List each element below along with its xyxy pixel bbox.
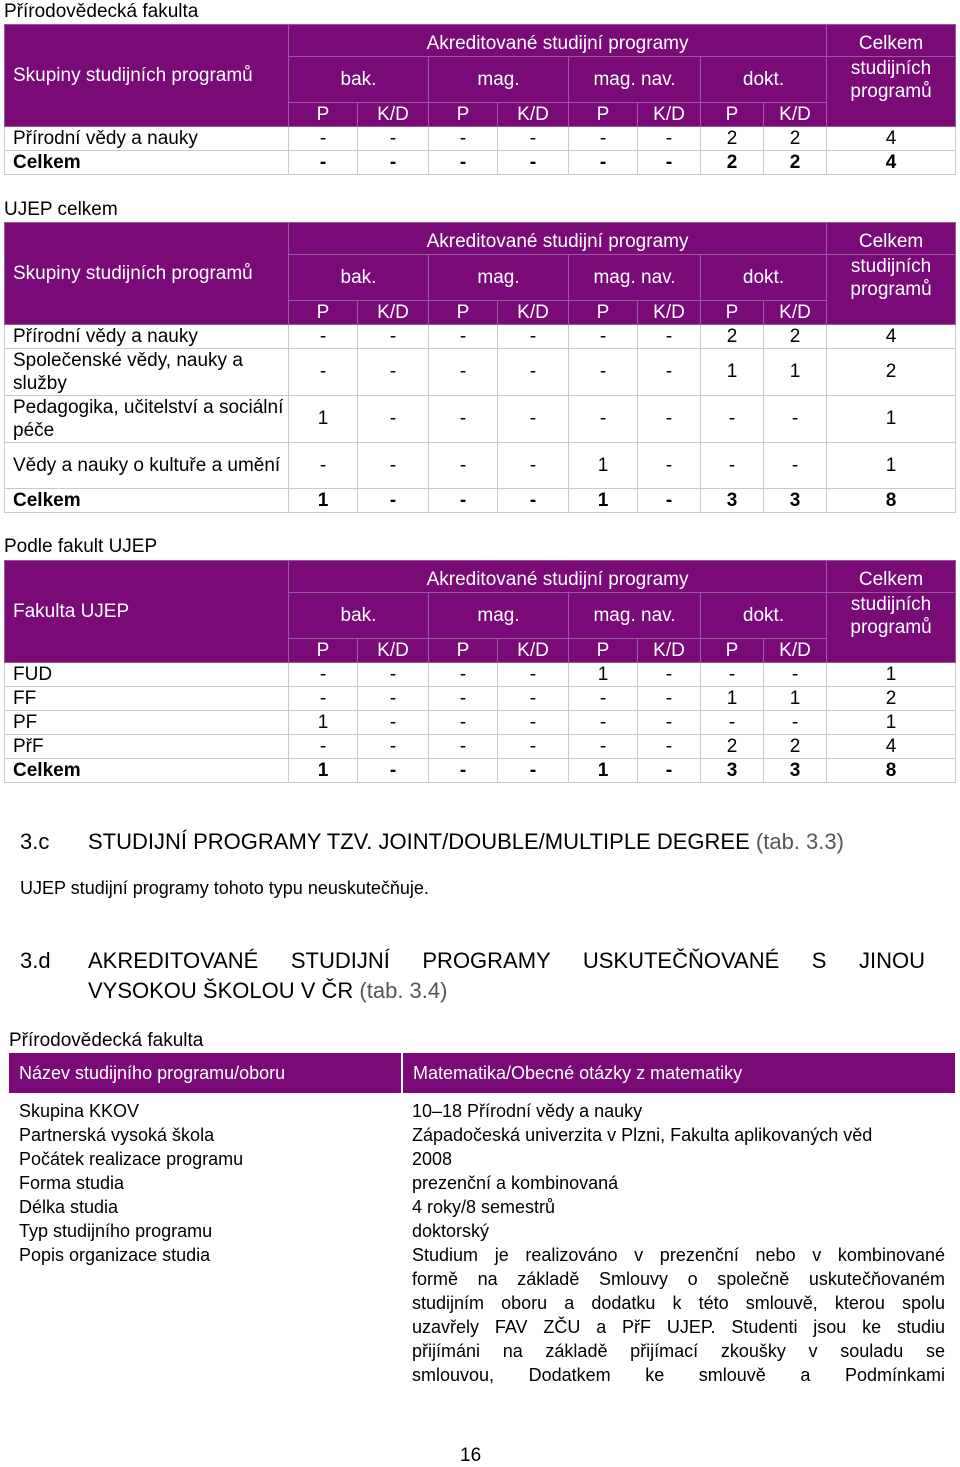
- info-row: [9, 1099, 955, 1123]
- cell-bak-kd: -: [358, 127, 429, 151]
- info-row: [9, 1219, 955, 1243]
- info-label: Typ studijního programu: [19, 1221, 213, 1241]
- info-description: [402, 1243, 955, 1387]
- info-value: 10–18 Přírodní vědy a nauky: [412, 1101, 643, 1121]
- row-label: FF: [5, 687, 289, 711]
- heading-number: 3.c: [20, 829, 50, 854]
- cell-magnav-p: -: [569, 325, 638, 349]
- cell-total: 4: [827, 325, 956, 349]
- form-kd-header: K/D: [764, 301, 827, 325]
- cell-magnav-kd: -: [638, 759, 701, 783]
- cell-bak-p: -: [289, 687, 358, 711]
- header-row-1: [5, 561, 956, 593]
- info-value: prezenční a kombinovaná: [412, 1173, 619, 1193]
- cell-mag-p: -: [429, 151, 498, 175]
- cell-magnav-kd: -: [638, 325, 701, 349]
- degree-mag-nav-header: mag. nav.: [569, 593, 701, 639]
- accredited-header: Akreditované studijní programy: [289, 25, 827, 57]
- cell-bak-kd: -: [358, 151, 429, 175]
- form-p-header: P: [701, 639, 764, 663]
- cell-bak-kd: -: [358, 735, 429, 759]
- total-header: Celkem: [827, 223, 956, 255]
- cell-mag-kd: -: [498, 735, 569, 759]
- cell-magnav-p: 1: [569, 759, 638, 783]
- heading-3d: [20, 948, 925, 1004]
- cell-bak-kd: -: [358, 349, 429, 396]
- cell-bak-kd: -: [358, 443, 429, 489]
- program-info-table: [9, 1053, 955, 1387]
- info-label: Popis organizace studia: [19, 1245, 211, 1265]
- info-row-description: [9, 1243, 955, 1387]
- table-reference: (tab. 3.4): [359, 978, 448, 1003]
- cell-mag-kd: -: [498, 127, 569, 151]
- degree-mag-header: mag.: [429, 57, 569, 103]
- cell-total: 2: [827, 349, 956, 396]
- cell-total: 4: [827, 151, 956, 175]
- cell-bak-kd: -: [358, 325, 429, 349]
- cell-dokt-kd: 3: [764, 759, 827, 783]
- table-reference: (tab. 3.3): [755, 829, 844, 854]
- cell-dokt-p: -: [701, 711, 764, 735]
- row-label: Celkem: [5, 151, 289, 175]
- cell-bak-p: -: [289, 663, 358, 687]
- cell-magnav-kd: -: [638, 349, 701, 396]
- first-column-header: Fakulta UJEP: [5, 561, 289, 663]
- cell-total: 1: [827, 443, 956, 489]
- form-p-header: P: [429, 639, 498, 663]
- form-p-header: P: [289, 301, 358, 325]
- section-title-prf-2: Přírodovědecká fakulta: [9, 1030, 204, 1051]
- cell-dokt-kd: -: [764, 663, 827, 687]
- cell-dokt-kd: -: [764, 443, 827, 489]
- cell-bak-p: 1: [289, 489, 358, 513]
- degree-mag-header: mag.: [429, 593, 569, 639]
- table-row: [5, 325, 956, 349]
- description-line: studijním oboru a dodatku k této smlouvě, kterou spolu: [412, 1293, 945, 1313]
- cell-mag-p: -: [429, 663, 498, 687]
- heading-text-line1: AKREDITOVANÉ STUDIJNÍ PROGRAMY USKUTEČŇOVANÉ S JINOU: [88, 948, 925, 973]
- cell-magnav-p: -: [569, 687, 638, 711]
- cell-dokt-p: 1: [701, 349, 764, 396]
- page-number: 16: [460, 1445, 482, 1466]
- table-row: [5, 735, 956, 759]
- row-label: Společenské vědy, nauky a služby: [5, 349, 289, 396]
- program-groups-table-prf: [4, 24, 956, 175]
- row-label: Celkem: [5, 759, 289, 783]
- cell-bak-p: -: [289, 127, 358, 151]
- cell-mag-kd: -: [498, 687, 569, 711]
- info-value: doktorský: [412, 1221, 490, 1241]
- header-row-1: [5, 25, 956, 57]
- cell-total: 1: [827, 711, 956, 735]
- heading-text: STUDIJNÍ PROGRAMY TZV. JOINT/DOUBLE/MULTIPLE DEGREE: [88, 829, 750, 854]
- cell-magnav-kd: -: [638, 735, 701, 759]
- cell-dokt-kd: -: [764, 711, 827, 735]
- cell-dokt-p: 2: [701, 127, 764, 151]
- cell-mag-p: -: [429, 396, 498, 443]
- cell-magnav-p: -: [569, 151, 638, 175]
- total-programs-header: studijních programů: [827, 593, 956, 663]
- cell-bak-kd: -: [358, 489, 429, 513]
- cell-mag-p: -: [429, 759, 498, 783]
- cell-bak-p: 1: [289, 396, 358, 443]
- header-row-1: [5, 223, 956, 255]
- cell-bak-p: 1: [289, 759, 358, 783]
- cell-dokt-p: 1: [701, 687, 764, 711]
- cell-mag-p: -: [429, 443, 498, 489]
- heading-3c: [20, 829, 844, 855]
- info-label: Počátek realizace programu: [19, 1149, 244, 1169]
- cell-dokt-p: 2: [701, 325, 764, 349]
- cell-dokt-kd: 1: [764, 349, 827, 396]
- degree-bak-header: bak.: [289, 593, 429, 639]
- form-kd-header: K/D: [358, 103, 429, 127]
- cell-magnav-p: -: [569, 127, 638, 151]
- cell-total: 4: [827, 735, 956, 759]
- first-column-header: Skupiny studijních programů: [5, 25, 289, 127]
- degree-mag-nav-header: mag. nav.: [569, 57, 701, 103]
- cell-bak-kd: -: [358, 663, 429, 687]
- cell-bak-p: -: [289, 151, 358, 175]
- section-title-prf: Přírodovědecká fakulta: [4, 1, 199, 22]
- cell-dokt-p: -: [701, 663, 764, 687]
- total-row: [5, 489, 956, 513]
- table-row: [5, 711, 956, 735]
- cell-magnav-p: 1: [569, 443, 638, 489]
- cell-mag-kd: -: [498, 443, 569, 489]
- description-line: Studium je realizováno v prezenční nebo v kombinované: [412, 1245, 945, 1265]
- cell-mag-p: -: [429, 711, 498, 735]
- cell-bak-p: -: [289, 443, 358, 489]
- cell-mag-kd: -: [498, 349, 569, 396]
- info-row: [9, 1123, 955, 1147]
- cell-dokt-kd: 1: [764, 687, 827, 711]
- paragraph-3c: UJEP studijní programy tohoto typu neuskutečňuje.: [20, 878, 429, 898]
- cell-dokt-p: -: [701, 396, 764, 443]
- row-label: Přírodní vědy a nauky: [5, 127, 289, 151]
- row-label: PF: [5, 711, 289, 735]
- table-row: [5, 127, 956, 151]
- cell-dokt-kd: 2: [764, 735, 827, 759]
- form-kd-header: K/D: [498, 639, 569, 663]
- description-line: formě na základě Smlouvy o společně uskutečňovaném: [412, 1269, 945, 1289]
- cell-magnav-p: -: [569, 711, 638, 735]
- cell-dokt-kd: 2: [764, 325, 827, 349]
- cell-mag-kd: -: [498, 489, 569, 513]
- cell-dokt-kd: -: [764, 396, 827, 443]
- cell-magnav-kd: -: [638, 443, 701, 489]
- description-line: přijímáni na základě přijímací zkoušky v souladu se: [412, 1341, 945, 1361]
- heading-number: 3.d: [20, 948, 51, 973]
- cell-bak-kd: -: [358, 711, 429, 735]
- cell-bak-p: -: [289, 349, 358, 396]
- row-label: Celkem: [5, 489, 289, 513]
- cell-mag-kd: -: [498, 325, 569, 349]
- form-p-header: P: [569, 639, 638, 663]
- form-kd-header: K/D: [358, 639, 429, 663]
- degree-dokt-header: dokt.: [701, 255, 827, 301]
- form-p-header: P: [569, 301, 638, 325]
- cell-dokt-kd: 3: [764, 489, 827, 513]
- cell-mag-p: -: [429, 735, 498, 759]
- form-p-header: P: [701, 103, 764, 127]
- form-kd-header: K/D: [498, 301, 569, 325]
- form-kd-header: K/D: [638, 301, 701, 325]
- cell-magnav-kd: -: [638, 711, 701, 735]
- degree-dokt-header: dokt.: [701, 57, 827, 103]
- cell-mag-kd: -: [498, 759, 569, 783]
- info-row: [9, 1171, 955, 1195]
- form-p-header: P: [701, 301, 764, 325]
- section-title-faculties: Podle fakult UJEP: [4, 536, 158, 557]
- form-p-header: P: [289, 103, 358, 127]
- program-groups-table-ujep: [4, 222, 956, 513]
- description-line: smlouvou, Dodatkem ke smlouvě a Podmínkami: [412, 1365, 945, 1385]
- table-row: [5, 663, 956, 687]
- cell-magnav-p: 1: [569, 663, 638, 687]
- cell-magnav-kd: -: [638, 396, 701, 443]
- degree-bak-header: bak.: [289, 57, 429, 103]
- cell-magnav-p: 1: [569, 489, 638, 513]
- cell-mag-p: -: [429, 489, 498, 513]
- degree-mag-header: mag.: [429, 255, 569, 301]
- cell-total: 8: [827, 489, 956, 513]
- degree-mag-nav-header: mag. nav.: [569, 255, 701, 301]
- cell-total: 4: [827, 127, 956, 151]
- section-title-ujep: UJEP celkem: [4, 199, 118, 220]
- cell-mag-p: -: [429, 349, 498, 396]
- cell-mag-p: -: [429, 127, 498, 151]
- form-kd-header: K/D: [638, 639, 701, 663]
- table-row: [5, 687, 956, 711]
- form-p-header: P: [569, 103, 638, 127]
- form-p-header: P: [429, 301, 498, 325]
- first-column-header: Skupiny studijních programů: [5, 223, 289, 325]
- info-header-label: Název studijního programu/oboru: [9, 1053, 402, 1093]
- cell-mag-p: -: [429, 687, 498, 711]
- cell-dokt-p: 3: [701, 489, 764, 513]
- total-header: Celkem: [827, 25, 956, 57]
- cell-mag-kd: -: [498, 663, 569, 687]
- form-kd-header: K/D: [358, 301, 429, 325]
- degree-dokt-header: dokt.: [701, 593, 827, 639]
- cell-magnav-kd: -: [638, 151, 701, 175]
- info-value: 2008: [412, 1149, 453, 1169]
- info-label: Délka studia: [19, 1197, 119, 1217]
- total-header: Celkem: [827, 561, 956, 593]
- row-label: PřF: [5, 735, 289, 759]
- cell-magnav-kd: -: [638, 687, 701, 711]
- info-header-row: [9, 1053, 955, 1093]
- cell-bak-kd: -: [358, 687, 429, 711]
- faculty-table: [4, 560, 956, 783]
- cell-bak-p: -: [289, 325, 358, 349]
- cell-magnav-p: -: [569, 349, 638, 396]
- row-label: Vědy a nauky o kultuře a umění: [5, 443, 289, 489]
- cell-dokt-p: 2: [701, 735, 764, 759]
- info-label: Partnerská vysoká škola: [19, 1125, 215, 1145]
- form-p-header: P: [289, 639, 358, 663]
- form-kd-header: K/D: [764, 639, 827, 663]
- description-line: uzavřely FAV ZČU a PřF UJEP. Studenti jsou ke studiu: [412, 1317, 945, 1337]
- cell-bak-p: -: [289, 735, 358, 759]
- cell-magnav-kd: -: [638, 127, 701, 151]
- cell-dokt-kd: 2: [764, 127, 827, 151]
- cell-magnav-kd: -: [638, 663, 701, 687]
- accredited-header: Akreditované studijní programy: [289, 223, 827, 255]
- form-kd-header: K/D: [498, 103, 569, 127]
- cell-bak-p: 1: [289, 711, 358, 735]
- cell-total: 1: [827, 663, 956, 687]
- cell-dokt-kd: 2: [764, 151, 827, 175]
- cell-dokt-p: 3: [701, 759, 764, 783]
- cell-magnav-kd: -: [638, 489, 701, 513]
- total-row: [5, 151, 956, 175]
- info-label: Forma studia: [19, 1173, 125, 1193]
- total-programs-header: studijních programů: [827, 255, 956, 325]
- cell-total: 1: [827, 396, 956, 443]
- info-row: [9, 1195, 955, 1219]
- cell-bak-kd: -: [358, 759, 429, 783]
- row-label: Přírodní vědy a nauky: [5, 325, 289, 349]
- total-row: [5, 759, 956, 783]
- cell-dokt-p: 2: [701, 151, 764, 175]
- cell-total: 2: [827, 687, 956, 711]
- cell-mag-kd: -: [498, 711, 569, 735]
- accredited-header: Akreditované studijní programy: [289, 561, 827, 593]
- cell-bak-kd: -: [358, 396, 429, 443]
- table-row: [5, 396, 956, 443]
- cell-magnav-p: -: [569, 735, 638, 759]
- table-row: [5, 349, 956, 396]
- info-header-value: Matematika/Obecné otázky z matematiky: [402, 1053, 955, 1093]
- cell-magnav-p: -: [569, 396, 638, 443]
- table-row: [5, 443, 956, 489]
- cell-mag-p: -: [429, 325, 498, 349]
- info-label: Skupina KKOV: [19, 1101, 140, 1121]
- cell-mag-kd: -: [498, 151, 569, 175]
- info-row: [9, 1147, 955, 1171]
- row-label: FUD: [5, 663, 289, 687]
- cell-mag-kd: -: [498, 396, 569, 443]
- cell-dokt-p: -: [701, 443, 764, 489]
- cell-total: 8: [827, 759, 956, 783]
- total-programs-header: studijních programů: [827, 57, 956, 127]
- form-kd-header: K/D: [638, 103, 701, 127]
- degree-bak-header: bak.: [289, 255, 429, 301]
- row-label: Pedagogika, učitelství a sociální péče: [5, 396, 289, 443]
- form-kd-header: K/D: [764, 103, 827, 127]
- heading-text-line2: VYSOKOU ŠKOLOU V ČR: [88, 978, 354, 1003]
- info-value: Západočeská univerzita v Plzni, Fakulta aplikovaných věd: [412, 1125, 873, 1145]
- form-p-header: P: [429, 103, 498, 127]
- info-value: 4 roky/8 semestrů: [412, 1197, 556, 1217]
